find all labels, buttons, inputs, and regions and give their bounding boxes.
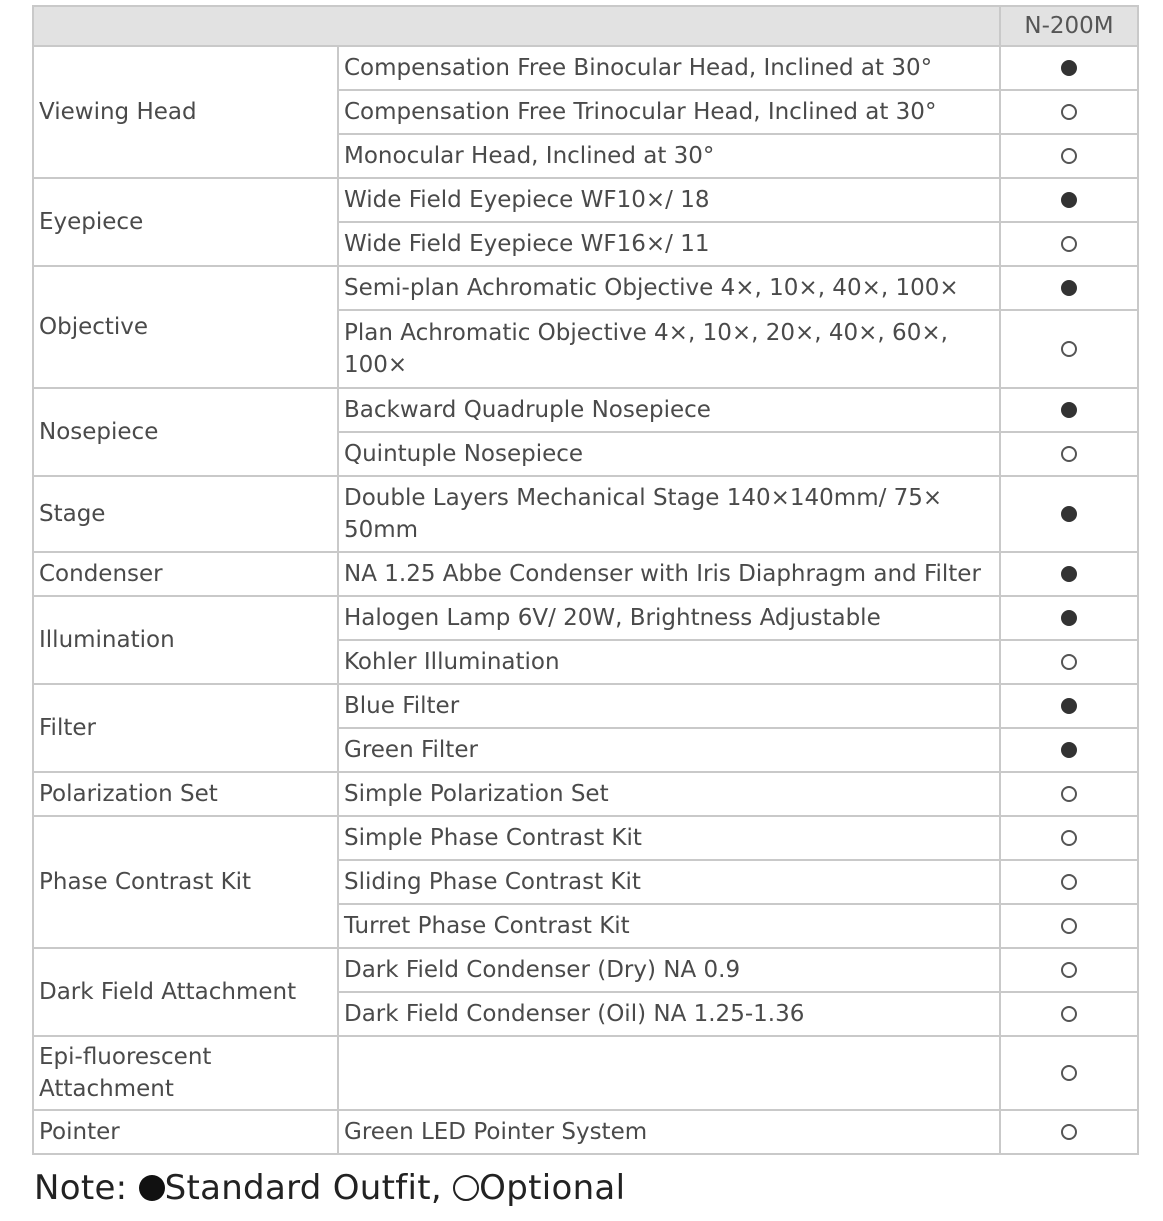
feature-cell: Compensation Free Binocular Head, Inclined at 30° <box>338 46 1000 90</box>
category-cell: Stage <box>33 476 338 552</box>
model-header: N-200M <box>1000 6 1138 46</box>
category-cell: Objective <box>33 266 338 388</box>
table-row <box>33 684 1138 728</box>
feature-cell: NA 1.25 Abbe Condenser with Iris Diaphragm and Filter <box>338 552 1000 596</box>
filled-circle-icon <box>1061 610 1077 626</box>
feature-cell: Wide Field Eyepiece WF10×/ 18 <box>338 178 1000 222</box>
filled-circle-icon <box>1061 60 1077 76</box>
feature-cell: Turret Phase Contrast Kit <box>338 904 1000 948</box>
filled-circle-icon <box>1061 402 1077 418</box>
note-prefix: Note: <box>34 1168 139 1208</box>
legend-note <box>34 1166 625 1210</box>
category-cell: Dark Field Attachment <box>33 948 338 1036</box>
feature-cell: Blue Filter <box>338 684 1000 728</box>
note-optional-label: Optional <box>479 1168 626 1208</box>
feature-cell: Dark Field Condenser (Dry) NA 0.9 <box>338 948 1000 992</box>
status-cell <box>1000 388 1138 432</box>
open-circle-icon <box>1061 1006 1077 1022</box>
status-cell <box>1000 1036 1138 1110</box>
status-cell <box>1000 816 1138 860</box>
table-row <box>33 178 1138 222</box>
table-row <box>33 596 1138 640</box>
table-row <box>33 266 1138 310</box>
open-circle-icon <box>1061 962 1077 978</box>
status-cell <box>1000 728 1138 772</box>
table-row <box>33 772 1138 816</box>
status-cell <box>1000 266 1138 310</box>
table-row <box>33 552 1138 596</box>
open-circle-icon <box>1061 148 1077 164</box>
feature-cell: Compensation Free Trinocular Head, Inclined at 30° <box>338 90 1000 134</box>
open-circle-icon <box>1061 236 1077 252</box>
feature-cell: Green LED Pointer System <box>338 1110 1000 1154</box>
category-cell: Condenser <box>33 552 338 596</box>
open-circle-icon <box>1061 446 1077 462</box>
open-circle-icon <box>1061 830 1077 846</box>
spec-table <box>32 5 1139 1155</box>
table-row <box>33 948 1138 992</box>
status-cell <box>1000 772 1138 816</box>
feature-cell: Plan Achromatic Objective 4×, 10×, 20×, 40×, 60×, 100× <box>338 310 1000 388</box>
feature-cell: Simple Polarization Set <box>338 772 1000 816</box>
open-circle-icon <box>453 1175 479 1201</box>
feature-cell: Dark Field Condenser (Oil) NA 1.25-1.36 <box>338 992 1000 1036</box>
note-standard-label: Standard Outfit, <box>164 1168 454 1208</box>
feature-cell: Double Layers Mechanical Stage 140×140mm/ 75× 50mm <box>338 476 1000 552</box>
status-cell <box>1000 596 1138 640</box>
open-circle-icon <box>1061 341 1077 357</box>
feature-cell: Monocular Head, Inclined at 30° <box>338 134 1000 178</box>
status-cell <box>1000 948 1138 992</box>
category-cell: Nosepiece <box>33 388 338 476</box>
status-cell <box>1000 134 1138 178</box>
open-circle-icon <box>1061 654 1077 670</box>
header-blank-cell <box>33 6 1000 46</box>
open-circle-icon <box>1061 786 1077 802</box>
status-cell <box>1000 684 1138 728</box>
filled-circle-icon <box>1061 742 1077 758</box>
filled-circle-icon <box>1061 698 1077 714</box>
status-cell <box>1000 860 1138 904</box>
filled-circle-icon <box>1061 280 1077 296</box>
status-cell <box>1000 90 1138 134</box>
feature-cell: Kohler Illumination <box>338 640 1000 684</box>
category-cell: Viewing Head <box>33 46 338 178</box>
status-cell <box>1000 432 1138 476</box>
status-cell <box>1000 1110 1138 1154</box>
category-cell: Pointer <box>33 1110 338 1154</box>
table-row <box>33 1036 1138 1110</box>
status-cell <box>1000 46 1138 90</box>
open-circle-icon <box>1061 104 1077 120</box>
status-cell <box>1000 310 1138 388</box>
category-cell: Eyepiece <box>33 178 338 266</box>
feature-cell: Halogen Lamp 6V/ 20W, Brightness Adjustable <box>338 596 1000 640</box>
status-cell <box>1000 222 1138 266</box>
filled-circle-icon <box>1061 506 1077 522</box>
open-circle-icon <box>1061 1065 1077 1081</box>
category-cell: Polarization Set <box>33 772 338 816</box>
category-cell: Phase Contrast Kit <box>33 816 338 948</box>
feature-cell: Sliding Phase Contrast Kit <box>338 860 1000 904</box>
feature-cell: Wide Field Eyepiece WF16×/ 11 <box>338 222 1000 266</box>
table-row <box>33 476 1138 552</box>
feature-cell: Simple Phase Contrast Kit <box>338 816 1000 860</box>
category-cell: Filter <box>33 684 338 772</box>
status-cell <box>1000 904 1138 948</box>
filled-circle-icon <box>139 1175 165 1201</box>
feature-cell: Quintuple Nosepiece <box>338 432 1000 476</box>
open-circle-icon <box>1061 874 1077 890</box>
feature-cell: Semi-plan Achromatic Objective 4×, 10×, 40×, 100× <box>338 266 1000 310</box>
filled-circle-icon <box>1061 192 1077 208</box>
open-circle-icon <box>1061 1124 1077 1140</box>
table-row <box>33 388 1138 432</box>
status-cell <box>1000 178 1138 222</box>
status-cell <box>1000 992 1138 1036</box>
category-cell: Illumination <box>33 596 338 684</box>
feature-cell: Green Filter <box>338 728 1000 772</box>
table-row <box>33 816 1138 860</box>
status-cell <box>1000 640 1138 684</box>
spec-table-body <box>33 46 1138 1154</box>
header-row <box>33 6 1138 46</box>
feature-cell: Backward Quadruple Nosepiece <box>338 388 1000 432</box>
feature-cell <box>338 1036 1000 1110</box>
table-row <box>33 1110 1138 1154</box>
filled-circle-icon <box>1061 566 1077 582</box>
status-cell <box>1000 552 1138 596</box>
category-cell: Epi-fluorescent Attachment <box>33 1036 338 1110</box>
table-row <box>33 46 1138 90</box>
open-circle-icon <box>1061 918 1077 934</box>
status-cell <box>1000 476 1138 552</box>
